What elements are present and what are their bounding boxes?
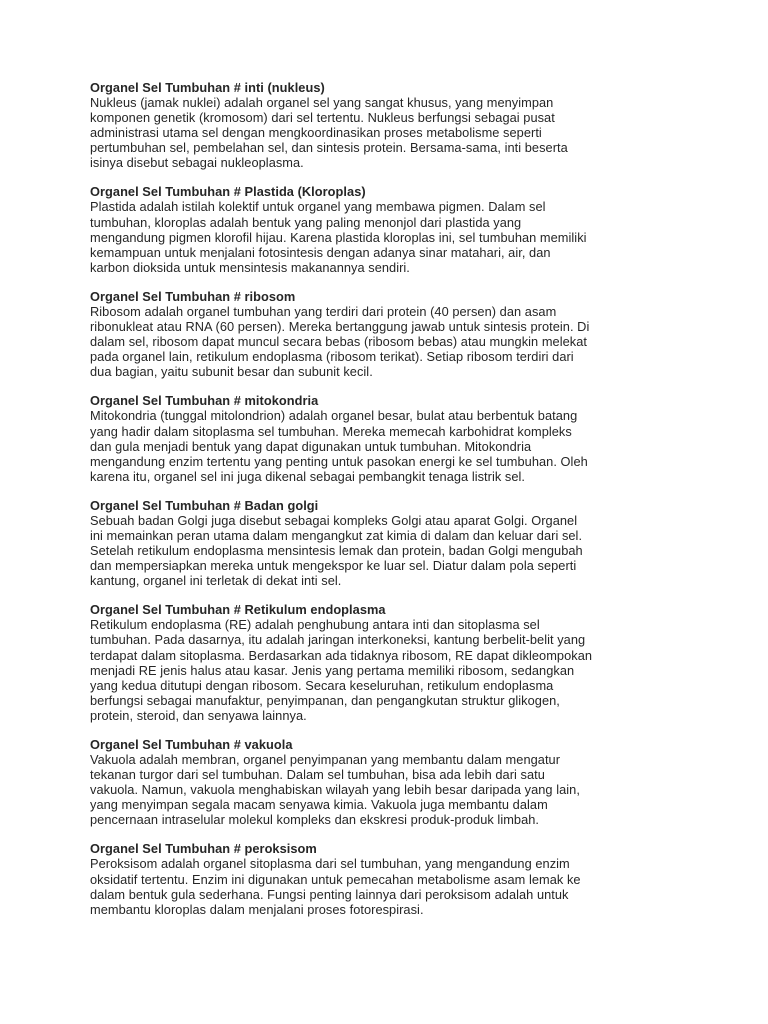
section-heading: Organel Sel Tumbuhan # inti (nukleus) [90,80,325,95]
body-line: dalam bentuk gula sederhana. Fungsi penting lainnya dari peroksisom adalah untuk [90,886,569,902]
body-line: membantu kloroplas dalam menjalani proses fotorespirasi. [90,901,424,917]
body-line: komponen genetik (kromosom) dari sel tertentu. Nukleus berfungsi sebagai pusat [90,110,555,126]
section-body [90,856,680,916]
body-line: Sebuah badan Golgi juga disebut sebagai kompleks Golgi atau aparat Golgi. Organel [90,512,578,528]
body-line: dan gula menjadi bentuk yang dapat digunakan untuk tumbuhan. Mitokondria [90,438,532,454]
body-line: karena itu, organel sel ini juga dikenal sebagai pembangkit tenaga listrik sel. [90,468,526,484]
section-peroksisom [90,841,680,916]
body-line: Ribosom adalah organel tumbuhan yang terdiri dari protein (40 persen) dan asam [90,303,557,319]
section-mitokondria [90,393,680,483]
body-line: yang menyimpan segala macam senyawa kimia. Vakuola juga membantu dalam [90,797,548,813]
section-heading: Organel Sel Tumbuhan # Plastida (Kloroplas) [90,184,366,200]
body-line: kemampuan untuk menjalani fotosintesis dengan adanya sinar matahari, air, dan [90,244,551,260]
body-line: oksidatif tertentu. Enzim ini digunakan untuk pemecahan metabolisme asam lemak ke [90,871,581,887]
body-line: pada organel lain, retikulum endoplasma (ribosom terikat). Setiap ribosom terdiri dari [90,349,574,365]
section-nukleus [90,80,680,170]
body-line: protein, steroid, dan senyawa lainnya. [90,707,307,723]
body-line: Setelah retikulum endoplasma mensintesis lemak dan protein, badan Golgi mengubah [90,543,583,559]
body-line: berfungsi sebagai manufaktur, penyimpanan, dan pengangkutan struktur glikogen, [90,692,560,708]
body-line: dalam sel, ribosom dapat muncul secara bebas (ribosom bebas) atau mungkin melekat [90,334,587,350]
section-heading: Organel Sel Tumbuhan # peroksisom [90,841,317,857]
body-line: karbon dioksida untuk mensintesis makanannya sendiri. [90,259,410,275]
section-ribosom [90,289,680,379]
body-line: tekanan turgor dari sel tumbuhan. Dalam sel tumbuhan, bisa ada lebih dari satu [90,767,545,783]
section-heading: Organel Sel Tumbuhan # Badan golgi [90,497,319,513]
section-heading: Organel Sel Tumbuhan # vakuola [90,737,293,752]
body-line: kantung, organel ini terletak di dekat inti sel. [90,573,342,589]
section-heading: Organel Sel Tumbuhan # ribosom [90,288,296,304]
section-vakuola [90,737,680,827]
body-line: dua bagian, yaitu subunit besar dan subunit kecil. [90,364,373,380]
section-body [90,752,680,827]
body-line: pencernaan intraselular molekul kompleks dan ekskresi produk-produk limbah. [90,812,540,828]
body-line: Mitokondria (tunggal mitolondrion) adalah organel besar, bulat atau berbentuk batang [90,408,578,424]
body-line: tumbuhan, kloroplas adalah bentuk yang paling menonjol dari plastida yang [90,214,522,230]
body-line: menjadi RE jenis halus atau kasar. Jenis yang pertama memiliki ribosom, sedangkan [90,662,575,678]
section-heading: Organel Sel Tumbuhan # Retikulum endoplasma [90,602,386,618]
body-line: isinya disebut sebagai nukleoplasma. [90,155,304,171]
body-line: yang kedua ditutupi dengan ribosom. Secara keseluruhan, retikulum endoplasma [90,677,554,693]
body-line: Nukleus (jamak nuklei) adalah organel sel yang sangat khusus, yang menyimpan [90,95,554,110]
section-plastida [90,184,680,274]
section-body [90,304,680,379]
body-line: administrasi utama sel dengan mengkoordinasikan proses metabolisme seperti [90,125,542,141]
section-body [90,95,680,170]
body-line: ini memainkan peran utama dalam mengangkut zat kimia di dalam dan keluar dari sel. [90,527,583,543]
body-line: Vakuola adalah membran, organel penyimpanan yang membantu dalam mengatur [90,752,561,767]
body-line: vakuola. Namun, vakuola menghabiskan wilayah yang lebih besar daripada yang lain, [90,782,580,798]
body-line: mengandung enzim tertentu yang penting untuk pasokan energi ke sel tumbuhan. Oleh [90,453,588,469]
body-line: Peroksisom adalah organel sitoplasma dari sel tumbuhan, yang mengandung enzim [90,856,570,872]
body-line: Plastida adalah istilah kolektif untuk organel yang membawa pigmen. Dalam sel [90,199,546,215]
body-line: dan mempersiapkan mereka untuk mengekspor ke luar sel. Diatur dalam pola seperti [90,558,577,574]
body-line: pertumbuhan sel, pembelahan sel, dan sintesis protein. Bersama-sama, inti beserta [90,140,568,156]
section-heading: Organel Sel Tumbuhan # mitokondria [90,393,319,409]
section-retikulum-endoplasma [90,602,680,723]
body-line: Retikulum endoplasma (RE) adalah penghubung antara inti dan sitoplasma sel [90,617,540,633]
body-line: ribonukleat atau RNA (60 persen). Mereka bertanggung jawab untuk sintesis protein. Di [90,319,590,335]
document-page [90,80,680,931]
section-body [90,513,680,588]
body-line: terdapat dalam sitoplasma. Berdasarkan ada tidaknya ribosom, RE dapat dikleompokan [90,647,593,663]
section-body [90,617,680,723]
body-line: tumbuhan. Pada dasarnya, itu adalah jaringan interkoneksi, kantung berbelit-belit yang [90,632,586,648]
body-line: mengandung pigmen klorofil hijau. Karena plastida kloroplas ini, sel tumbuhan memiliki [90,229,587,245]
section-body [90,199,680,274]
section-body [90,408,680,483]
section-badan-golgi [90,498,680,588]
body-line: yang hadir dalam sitoplasma sel tumbuhan. Mereka memecah karbohidrat kompleks [90,423,572,439]
